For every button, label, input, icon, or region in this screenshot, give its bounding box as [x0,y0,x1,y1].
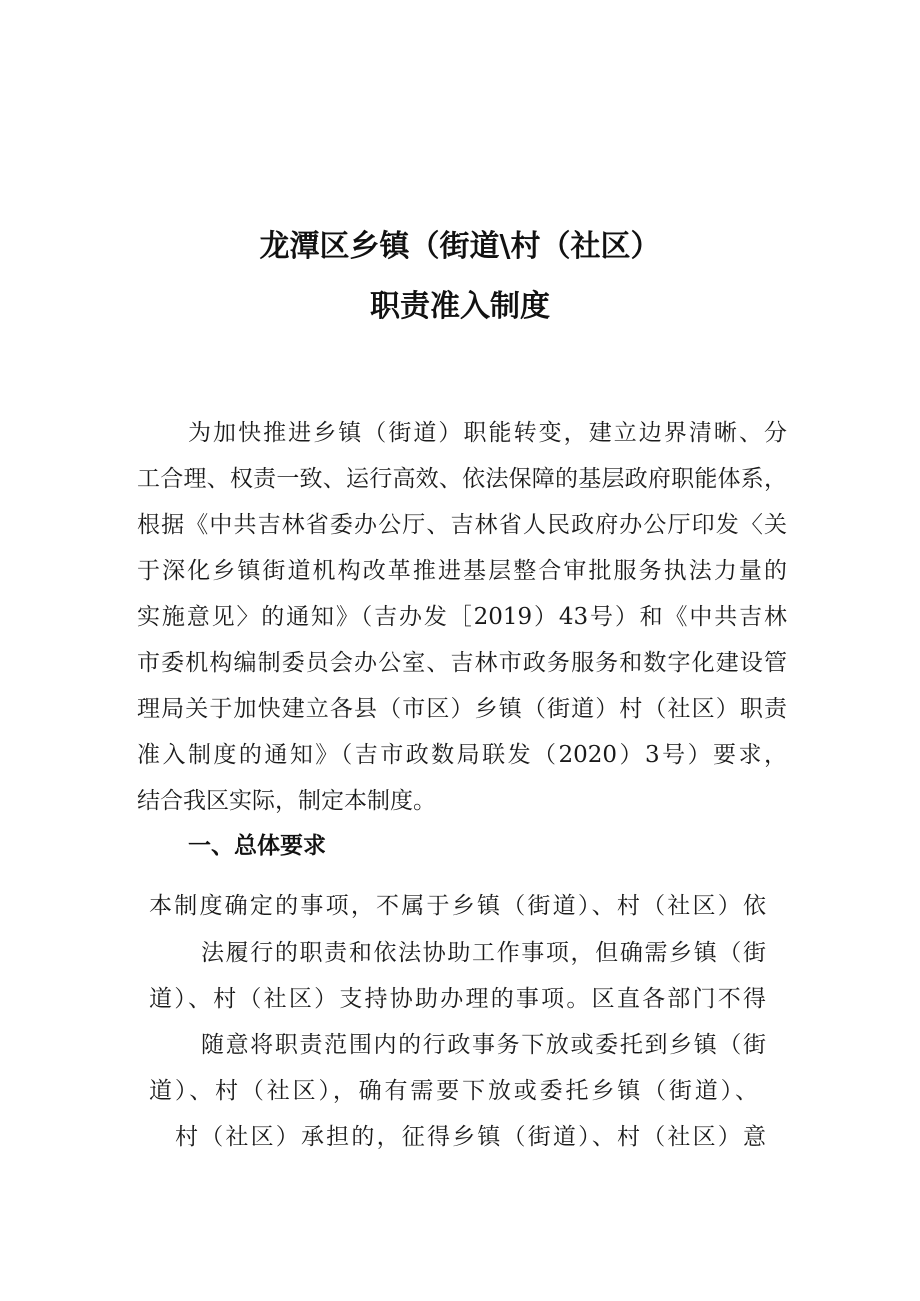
intro-line: 实施意见〉的通知》（吉办发［2019）43号）和《中共吉林 [137,604,787,630]
section-heading-general-requirements: 一、总体要求 [188,833,326,859]
intro-line: 结合我区实际，制定本制度。 [137,788,436,814]
section1-line: 村（社区）承担的，征得乡镇（街道）、村（社区）意 [175,1124,766,1150]
section1-line: 随意将职责范围内的行政事务下放或委托到乡镇（街 [201,1032,766,1058]
intro-line: 准入制度的通知》（吉市政数局联发（2020）3号）要求， [137,742,787,768]
section1-line: 道）、村（社区）支持协助办理的事项。区直各部门不得 [149,986,766,1012]
intro-line: 根据《中共吉林省委办公厅、吉林省人民政府办公厅印发〈关 [137,512,787,538]
section1-line: 本制度确定的事项，不属于乡镇（街道）、村（社区）依 [149,893,766,919]
intro-line: 理局关于加快建立各县（市区）乡镇（街道）村（社区）职责 [137,696,787,722]
intro-line: 为加快推进乡镇（街道）职能转变，建立边界清晰、分 [188,420,787,446]
section1-line: 法履行的职责和依法协助工作事项，但确需乡镇（街 [201,940,766,966]
document-title-line-1: 龙潭区乡镇（街道\村（社区） [259,229,661,264]
intro-line: 于深化乡镇街道机构改革推进基层整合审批服务执法力量的 [137,558,787,584]
section1-line: 道）、村（社区），确有需要下放或委托乡镇（街道）、 [149,1078,758,1104]
intro-line: 市委机构编制委员会办公室、吉林市政务服务和数字化建设管 [137,650,787,676]
document-title-line-2: 职责准入制度 [370,289,550,324]
intro-line: 工合理、权责一致、运行高效、依法保障的基层政府职能体系， [137,466,787,492]
